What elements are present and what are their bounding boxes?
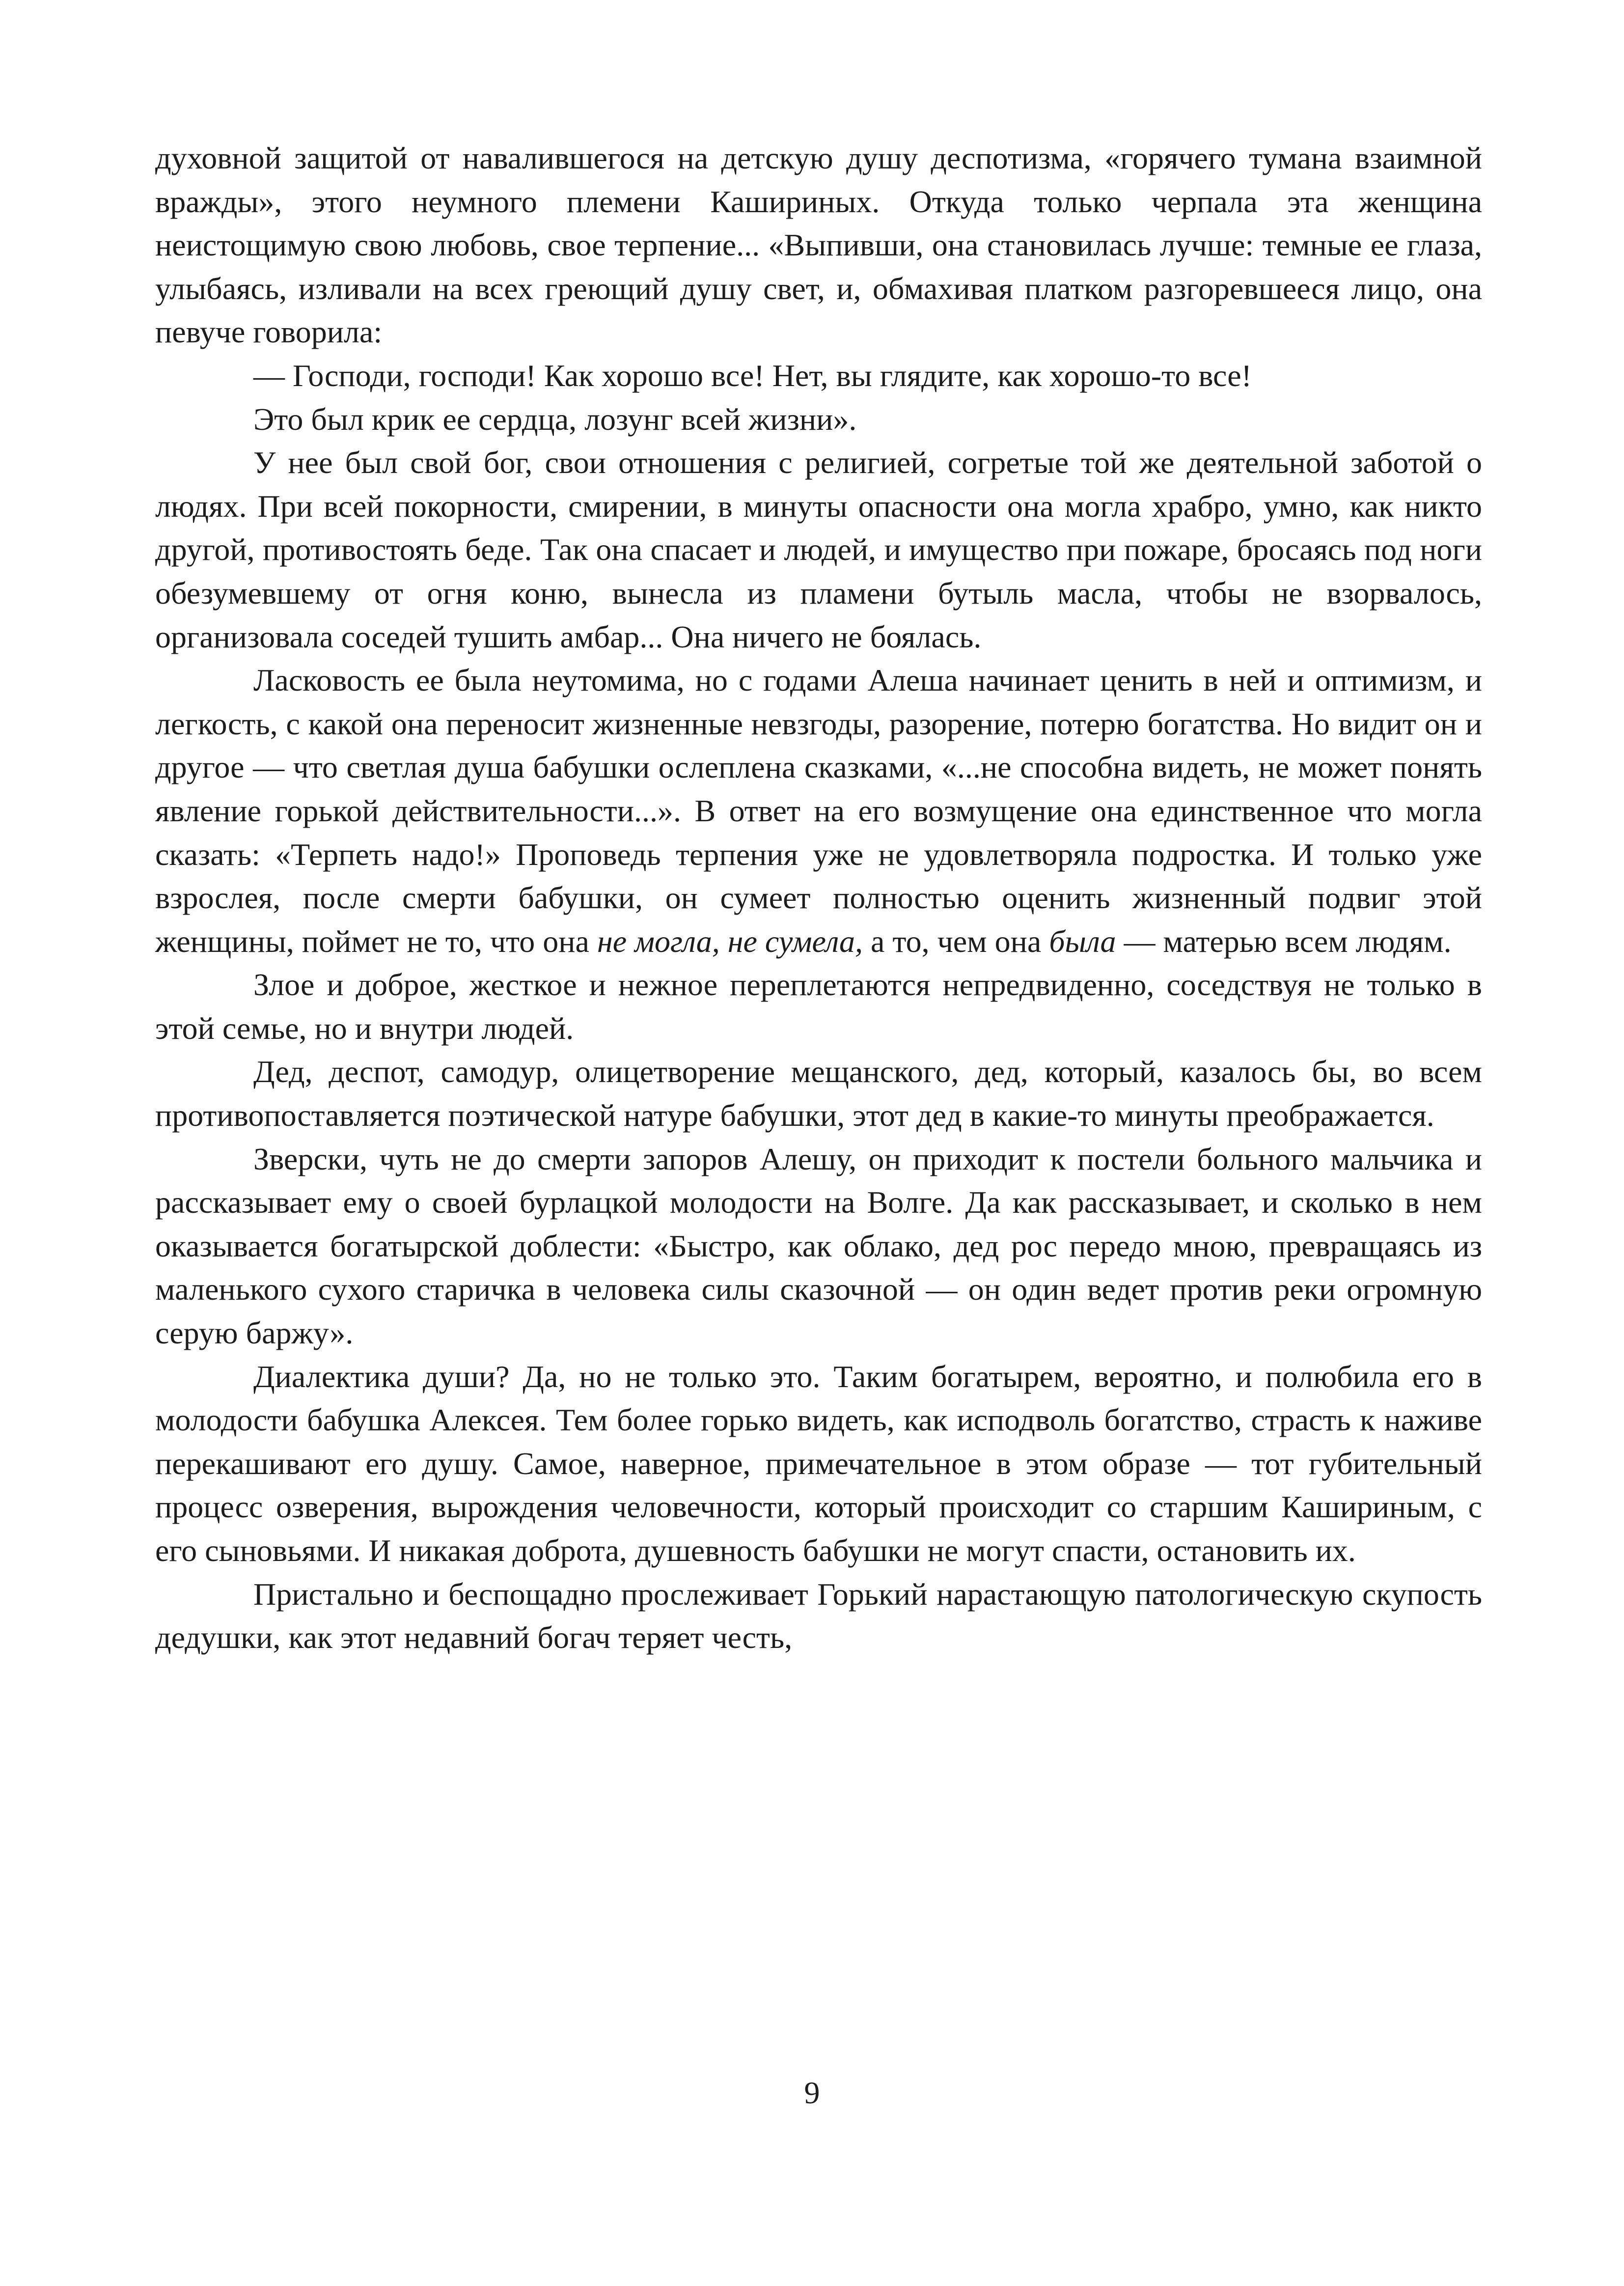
paragraph-9: Диалектика души? Да, но не только это. Таким богатырем, вероятно, и полюбила его в молодости бабушка Алексея. Тем более горько видеть, как исподволь богатство, страсть к наживе перекашивают его душу. Самое, наверное, примечательное в этом образе — тот губительный процесс озверения, вырождения человечности, который происходит со старшим Кашириным, с его сыновьями. И никакая доброта, душевность бабушки не могут спасти, остановить их. (155, 1359, 1482, 1568)
paragraph-5-text-middle: а то, чем она (863, 923, 1049, 959)
paragraph-7: Дед, деспот, самодур, олицетворение мещанского, дед, который, казалось бы, во всем противопоставляется поэтической натуре бабушки, этот дед в какие-то минуты преображается. (155, 1054, 1482, 1133)
paragraph-6: Злое и доброе, жесткое и нежное переплетаются непредвиденно, соседствуя не только в этой семье, но и внутри людей. (155, 967, 1482, 1046)
paragraph-5-italic-2: была (1049, 923, 1116, 959)
paragraph-5-italic-1: не могла, не сумела, (597, 923, 863, 959)
paragraph-4: У нее был свой бог, свои отношения с религией, согретые той же деятельной заботой о людях. При всей покорности, смирении, в минуты опасности она могла храбро, умно, как никто другой, противостоять беде. Так она спасает и людей, и имущество при пожаре, бросаясь под ноги обезумевшему от огня коню, вынесла из пламени бутыль масла, чтобы не взорвалось, организовала соседей тушить амбар... Она ничего не боялась. (155, 445, 1482, 654)
page-body (155, 137, 1482, 1660)
paragraph-8: Зверски, чуть не до смерти запоров Алешу, он приходит к постели больного мальчика и рассказывает ему о своей бурлацкой молодости на Волге. Да как рассказывает, и сколько в нем оказывается богатырской доблести: «Быстро, как облако, дед рос передо мною, превращаясь из маленького сухого старичка в человека силы сказочной — он один ведет против реки огромную серую баржу». (155, 1141, 1482, 1351)
paragraph-5-text-before: Ласковость ее была неутомима, но с годами Алеша начинает ценить в ней и оптимизм, и легкость, с какой она переносит жизненные невзгоды, разорение, потерю богатства. Но видит он и другое — что светлая душа бабушки ослеплена сказками, «...не способна видеть, не может понять явление горькой действительности...». В ответ на его возмущение она единственное что могла сказать: «Терпеть надо!» Проповедь терпения уже не удовлетворяла подростка. И только уже взрослея, после смерти бабушки, он сумеет полностью оценить жизненный подвиг этой женщины, поймет не то, что она (155, 663, 1482, 959)
paragraph-3: Это был крик ее сердца, лозунг всей жизни». (253, 401, 857, 437)
page-number: 9 (804, 2075, 820, 2110)
paragraph-10: Пристально и беспощадно прослеживает Горький нарастающую патологическую скупость дедушки, как этот недавний богач теряет честь, (155, 1576, 1482, 1655)
paragraph-5 (155, 659, 1482, 963)
paragraph-5-text-after: — матерью всем людям. (1116, 923, 1452, 959)
paragraph-2-dialogue: — Господи, господи! Как хорошо все! Нет, вы глядите, как хорошо-то все! (253, 358, 1252, 393)
paragraph-1: духовной защитой от навалившегося на детскую душу деспотизма, «горячего тумана взаимной вражды», этого неумного племени Кашириных. Откуда только черпала эта женщина неистощимую свою любовь, свое терпение... «Выпивши, она становилась лучше: темные ее глаза, улыбаясь, изливали на всех греющий душу свет, и, обмахивая платком разгоревшееся лицо, она певуче говорила: (155, 140, 1482, 350)
